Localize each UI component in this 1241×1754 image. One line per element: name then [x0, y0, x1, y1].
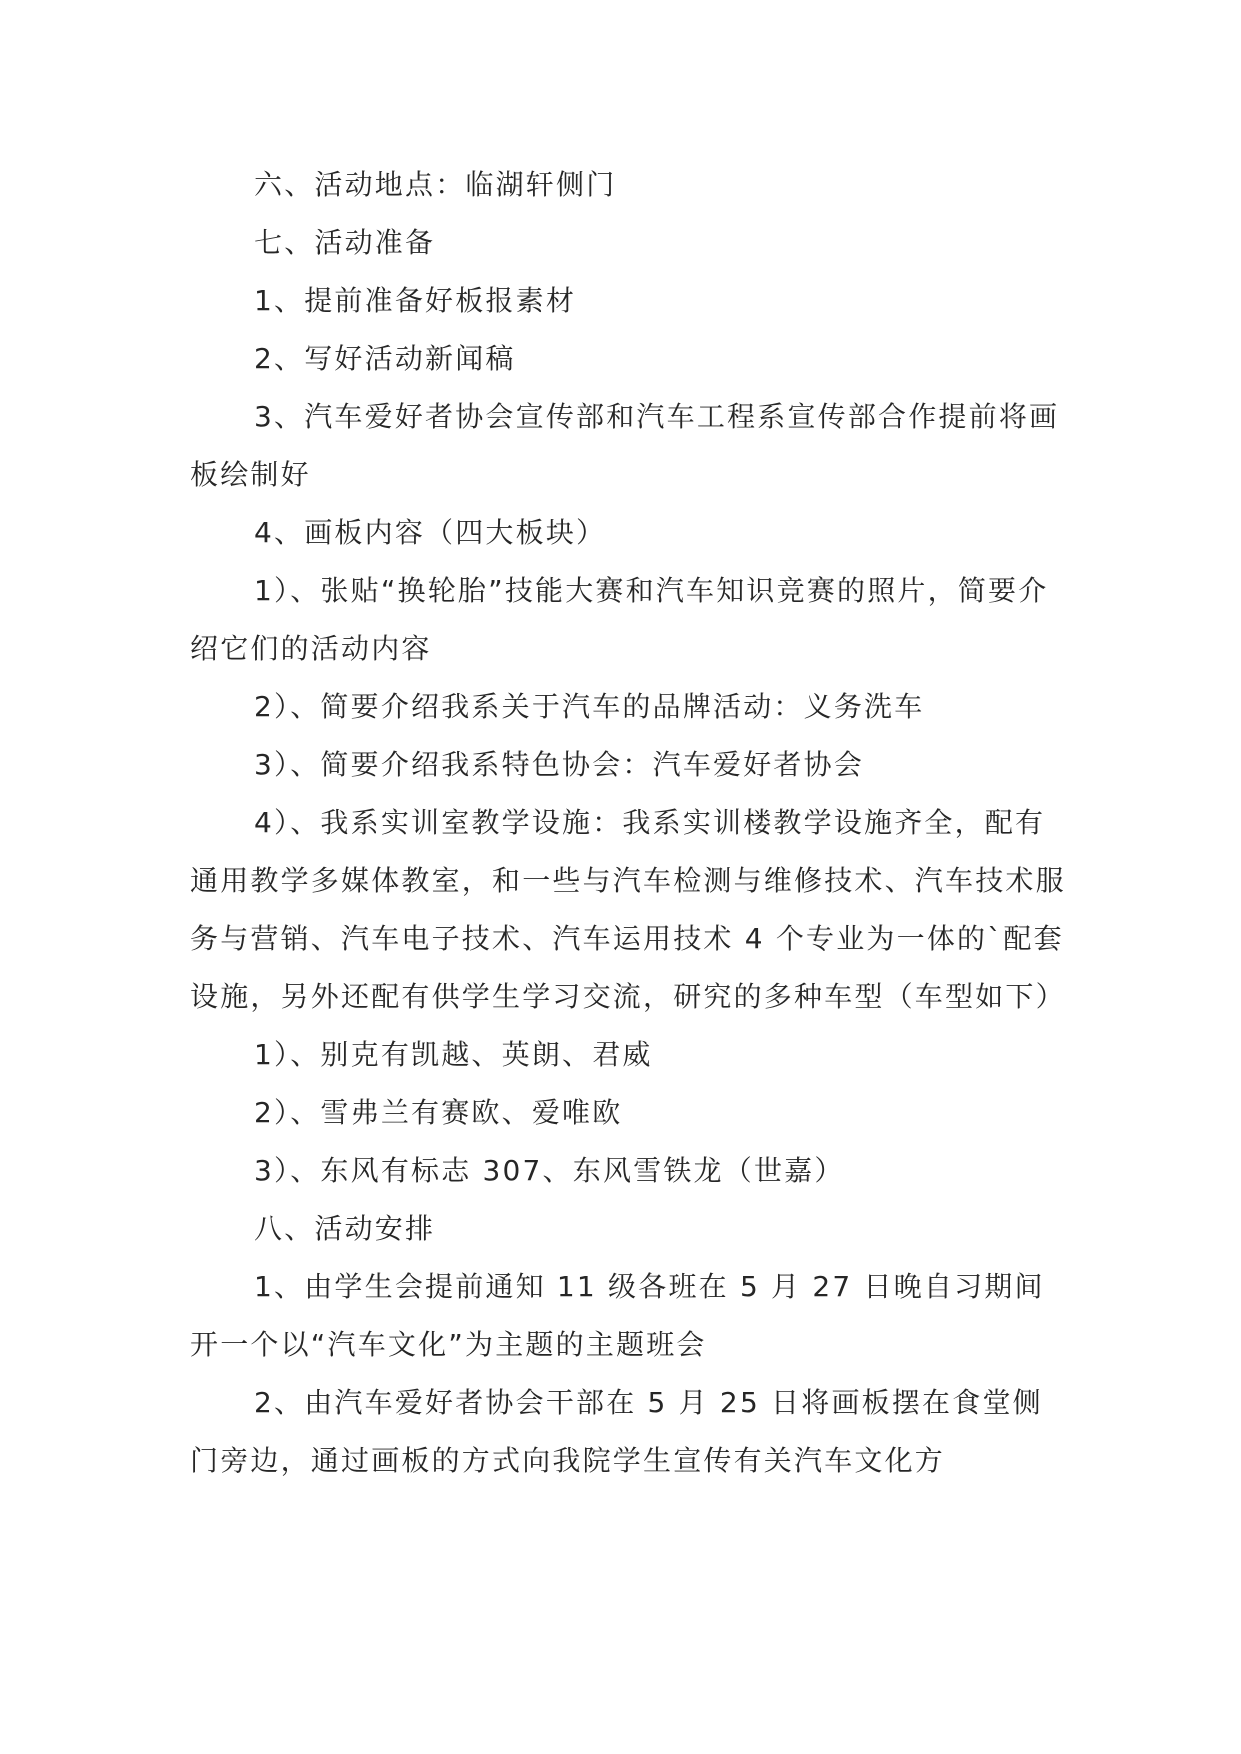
paragraph-board-3: 3）、简要介绍我系特色协会：汽车爱好者协会	[254, 748, 865, 781]
paragraph-activity-location: 六、活动地点：临湖轩侧门	[254, 168, 617, 201]
paragraph-prep-3: 3、汽车爱好者协会宣传部和汽车工程系宣传部合作提前将画板绘制好	[190, 400, 1060, 491]
paragraph-activity-arrangement-heading: 八、活动安排	[254, 1212, 436, 1245]
paragraph-prep-4: 4、画板内容（四大板块）	[254, 516, 607, 549]
document-body	[190, 156, 1070, 1490]
paragraph-board-2: 2）、简要介绍我系关于汽车的品牌活动：义务洗车	[254, 690, 925, 723]
paragraph-activity-preparation-heading: 七、活动准备	[254, 226, 436, 259]
paragraph-arrangement-2: 2、由汽车爱好者协会干部在 5 月 25 日将画板摆在食堂侧门旁边，通过画板的方式向我院学生宣传有关汽车文化方	[190, 1386, 1043, 1477]
paragraph-board-4: 4）、我系实训室教学设施：我系实训楼教学设施齐全，配有通用教学多媒体教室，和一些与汽车检测与维修技术、汽车技术服务与营销、汽车电子技术、汽车运用技术 4 个专业为一体的`配套设施，另外还配有供学生学习交流，研究的多种车型（车型如下）	[190, 806, 1066, 1013]
paragraph-model-3: 3）、东风有标志 307、东风雪铁龙（世嘉）	[254, 1154, 845, 1187]
paragraph-model-2: 2）、雪弗兰有赛欧、爱唯欧	[254, 1096, 623, 1129]
paragraph-prep-1: 1、提前准备好板报素材	[254, 284, 577, 317]
paragraph-prep-2: 2、写好活动新闻稿	[254, 342, 516, 375]
paragraph-arrangement-1: 1、由学生会提前通知 11 级各班在 5 月 27 日晚自习期间开一个以“汽车文化”为主题的主题班会	[190, 1270, 1045, 1361]
paragraph-board-1: 1）、张贴“换轮胎”技能大赛和汽车知识竞赛的照片，简要介绍它们的活动内容	[190, 574, 1049, 665]
paragraph-model-1: 1）、别克有凯越、英朗、君威	[254, 1038, 653, 1071]
